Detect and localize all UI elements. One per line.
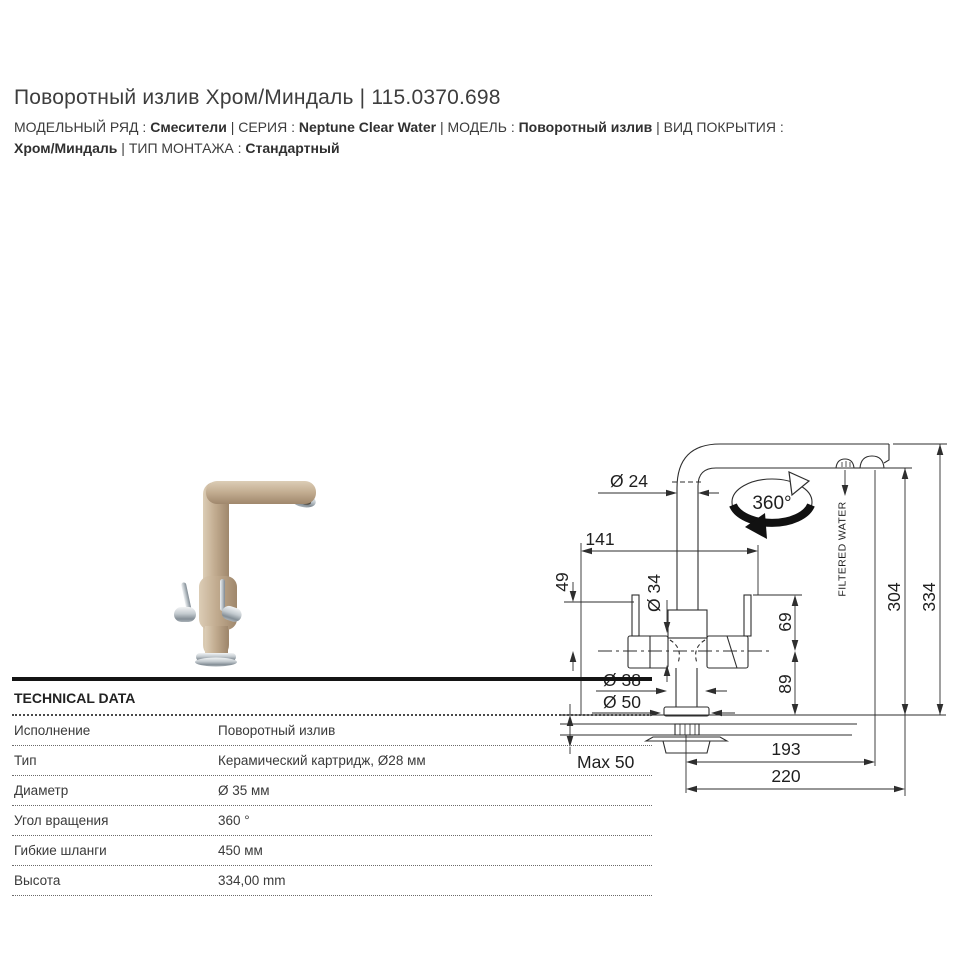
meta-item: МОДЕЛЬ : Поворотный излив [447, 119, 653, 135]
table-header: TECHNICAL DATA [12, 681, 652, 716]
meta-value: Neptune Clear Water [298, 119, 437, 135]
dim-label-89: 89 [775, 674, 796, 694]
meta-value: Хром/Миндаль [14, 140, 118, 156]
row-label: Высота [14, 873, 61, 888]
row-value: 450 мм [218, 843, 263, 858]
dim-label-141: 141 [585, 529, 615, 549]
faucet-body-bulge [199, 576, 237, 630]
meta-item: ТИП МОНТАЖА : Стандартный [128, 140, 340, 156]
dim-label-dia24: Ø 24 [610, 471, 648, 491]
right-handle-lever [220, 579, 225, 611]
dim-label-dia38: Ø 38 [603, 670, 641, 690]
row-label: Диаметр [14, 783, 69, 798]
row-value: Ø 35 мм [218, 783, 270, 798]
product-meta: МОДЕЛЬНЫЙ РЯД : Смесители | СЕРИЯ : Neptune Clear Water | МОДЕЛЬ : Поворотный излив | ВИД ПОКРЫТИЯ : Хром/Миндаль | ТИП МОНТАЖА : Стандартный [14, 119, 784, 156]
meta-label: МОДЕЛЬ [447, 119, 507, 135]
dim-label-193: 193 [771, 739, 801, 759]
table-row [12, 836, 652, 866]
dim-label-dia50: Ø 50 [603, 692, 641, 712]
table-row [12, 716, 652, 746]
row-value: 334,00 mm [218, 873, 286, 888]
base-foot [195, 658, 237, 667]
faucet-photo-shapes [174, 481, 317, 667]
meta-label: СЕРИЯ [238, 119, 288, 135]
row-label: Угол вращения [14, 813, 109, 828]
row-label: Тип [14, 753, 37, 768]
faucet-spout [206, 481, 316, 504]
filtered-water-label: FILTERED WATER [836, 501, 849, 597]
table-row [12, 806, 652, 836]
meta-item: СЕРИЯ : Neptune Clear Water [238, 119, 437, 135]
dim-label-49: 49 [552, 572, 573, 592]
technical-data-table [12, 677, 652, 896]
dim-label-69: 69 [775, 612, 796, 632]
left-handle-knob [174, 607, 196, 622]
row-value: Поворотный излив [218, 723, 336, 738]
row-value: 360 ° [218, 813, 250, 828]
dim-label-max50: Max 50 [577, 752, 635, 772]
dim-label-360: 360° [752, 493, 792, 514]
table-row [12, 866, 652, 896]
meta-item: ВИД ПОКРЫТИЯ : Хром/Миндаль [14, 119, 784, 156]
dim-label-220: 220 [771, 766, 801, 786]
faucet-lower-column [205, 626, 228, 656]
row-label: Исполнение [14, 723, 91, 738]
dim-label-dia34: Ø 34 [644, 574, 665, 612]
meta-value: Поворотный излив [518, 119, 653, 135]
rotation-360-icon [732, 472, 812, 539]
page-title: Поворотный излив Хром/Миндаль | 115.0370.698 [14, 86, 501, 109]
table-row [12, 776, 652, 806]
row-value: Керамический картридж, Ø28 мм [218, 753, 426, 768]
meta-item: МОДЕЛЬНЫЙ РЯД : Смесители [14, 119, 227, 135]
meta-label: ВИД ПОКРЫТИЯ [663, 119, 776, 135]
meta-label: МОДЕЛЬНЫЙ РЯД [14, 119, 139, 135]
meta-value: Стандартный [245, 140, 340, 156]
meta-value: Смесители [150, 119, 227, 135]
meta-label: ТИП МОНТАЖА [128, 140, 234, 156]
row-label: Гибкие шланги [14, 843, 107, 858]
table-row [12, 746, 652, 776]
product-photo-faucet [165, 460, 345, 675]
dim-label-334: 334 [919, 582, 940, 612]
dim-label-304: 304 [884, 582, 905, 612]
